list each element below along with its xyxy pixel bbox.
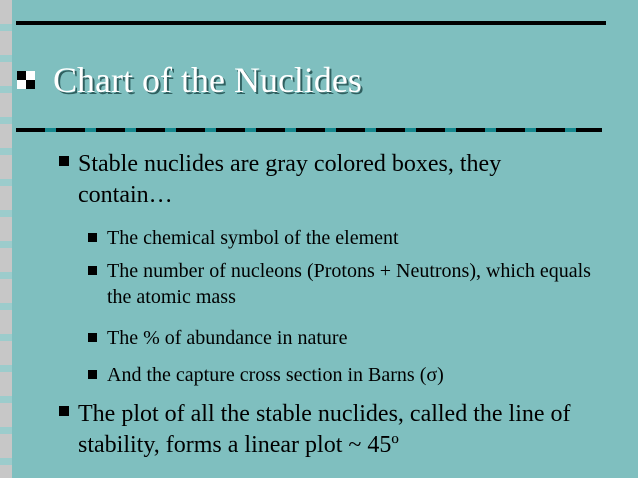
bullet-stable-nuclides: Stable nuclides are gray colored boxes, they contain… [78, 151, 502, 208]
sub-bullet-nucleons: The number of nucleons (Protons + Neutrons), which equals the atomic mass [107, 260, 591, 308]
sub-bullet-square-icon [88, 266, 97, 275]
slide-title: Chart of the Nuclides [53, 60, 362, 100]
sub-bullet-square-icon [88, 233, 97, 242]
sub-bullet-capture-cross-section: And the capture cross section in Barns (σ) [107, 364, 444, 386]
sub-bullet-abundance: The % of abundance in nature [107, 327, 348, 349]
bullet-square-icon [59, 406, 69, 416]
bullet-line-of-stability: The plot of all the stable nuclides, called the line of stability, forms a linear plot ~ 45º [78, 401, 571, 458]
sub-bullet-square-icon [88, 333, 97, 342]
sub-bullet-square-icon [88, 370, 97, 379]
sub-bullet-chemical-symbol: The chemical symbol of the element [107, 227, 399, 249]
bullet-square-icon [59, 156, 69, 166]
